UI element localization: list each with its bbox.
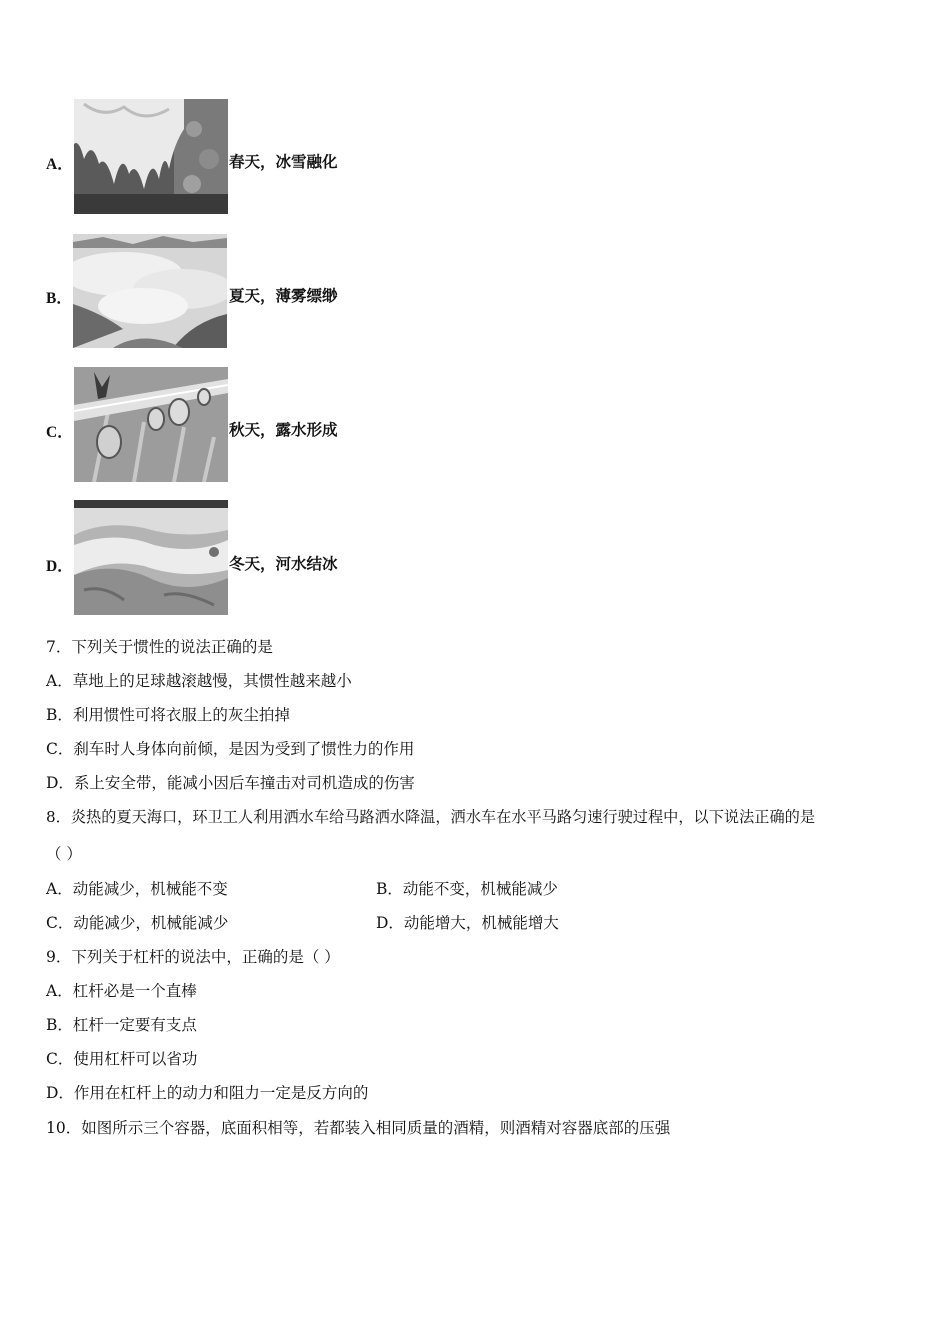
- option-a: A．杠杆必是一个直棒: [46, 982, 197, 1000]
- mist-mountains-photo: [73, 234, 227, 348]
- option-b: B．利用惯性可将衣服上的灰尘拍掉: [46, 706, 290, 724]
- option-caption: 夏天，薄雾缥缈: [229, 286, 338, 305]
- question-stem: 9．下列关于杠杆的说法中，正确的是（ ）: [46, 948, 340, 966]
- option-b: B．动能不变，机械能减少: [376, 880, 558, 898]
- option-d: D．动能增大，机械能增大: [376, 914, 559, 932]
- ice-melting-photo: [74, 99, 228, 214]
- question-stem: 10．如图所示三个容器，底面积相等，若都装入相同质量的酒精，则酒精对容器底部的压强: [46, 1119, 671, 1137]
- option-caption: 春天，冰雪融化: [229, 152, 338, 171]
- option-d: D．系上安全带，能减小因后车撞击对司机造成的伤害: [46, 774, 415, 792]
- option-caption: 冬天，河水结冰: [229, 554, 338, 573]
- option-caption: 秋天，露水形成: [229, 420, 338, 439]
- option-label: D．: [46, 558, 73, 575]
- question-stem: 7．下列关于惯性的说法正确的是: [46, 638, 273, 656]
- question-stem: 8．炎热的夏天海口，环卫工人利用洒水车给马路洒水降温，洒水车在水平马路匀速行驶过程中，以下说法正确的是: [46, 808, 816, 826]
- option-d: D．作用在杠杆上的动力和阻力一定是反方向的: [46, 1084, 369, 1102]
- frozen-river-photo: [74, 500, 228, 615]
- option-a: A．草地上的足球越滚越慢，其惯性越来越小: [46, 672, 352, 690]
- option-a: A．动能减少，机械能不变: [46, 880, 228, 898]
- answer-blank: （ ）: [46, 845, 82, 863]
- option-c: C．使用杠杆可以省功: [46, 1050, 198, 1068]
- option-b: B．杠杆一定要有支点: [46, 1016, 197, 1034]
- option-label: A．: [46, 156, 73, 173]
- option-label: B．: [46, 290, 72, 307]
- option-c: C．刹车时人身体向前倾，是因为受到了惯性力的作用: [46, 740, 415, 758]
- option-c: C．动能减少，机械能减少: [46, 914, 229, 932]
- option-label: C．: [46, 424, 73, 441]
- dew-drops-photo: [74, 367, 228, 482]
